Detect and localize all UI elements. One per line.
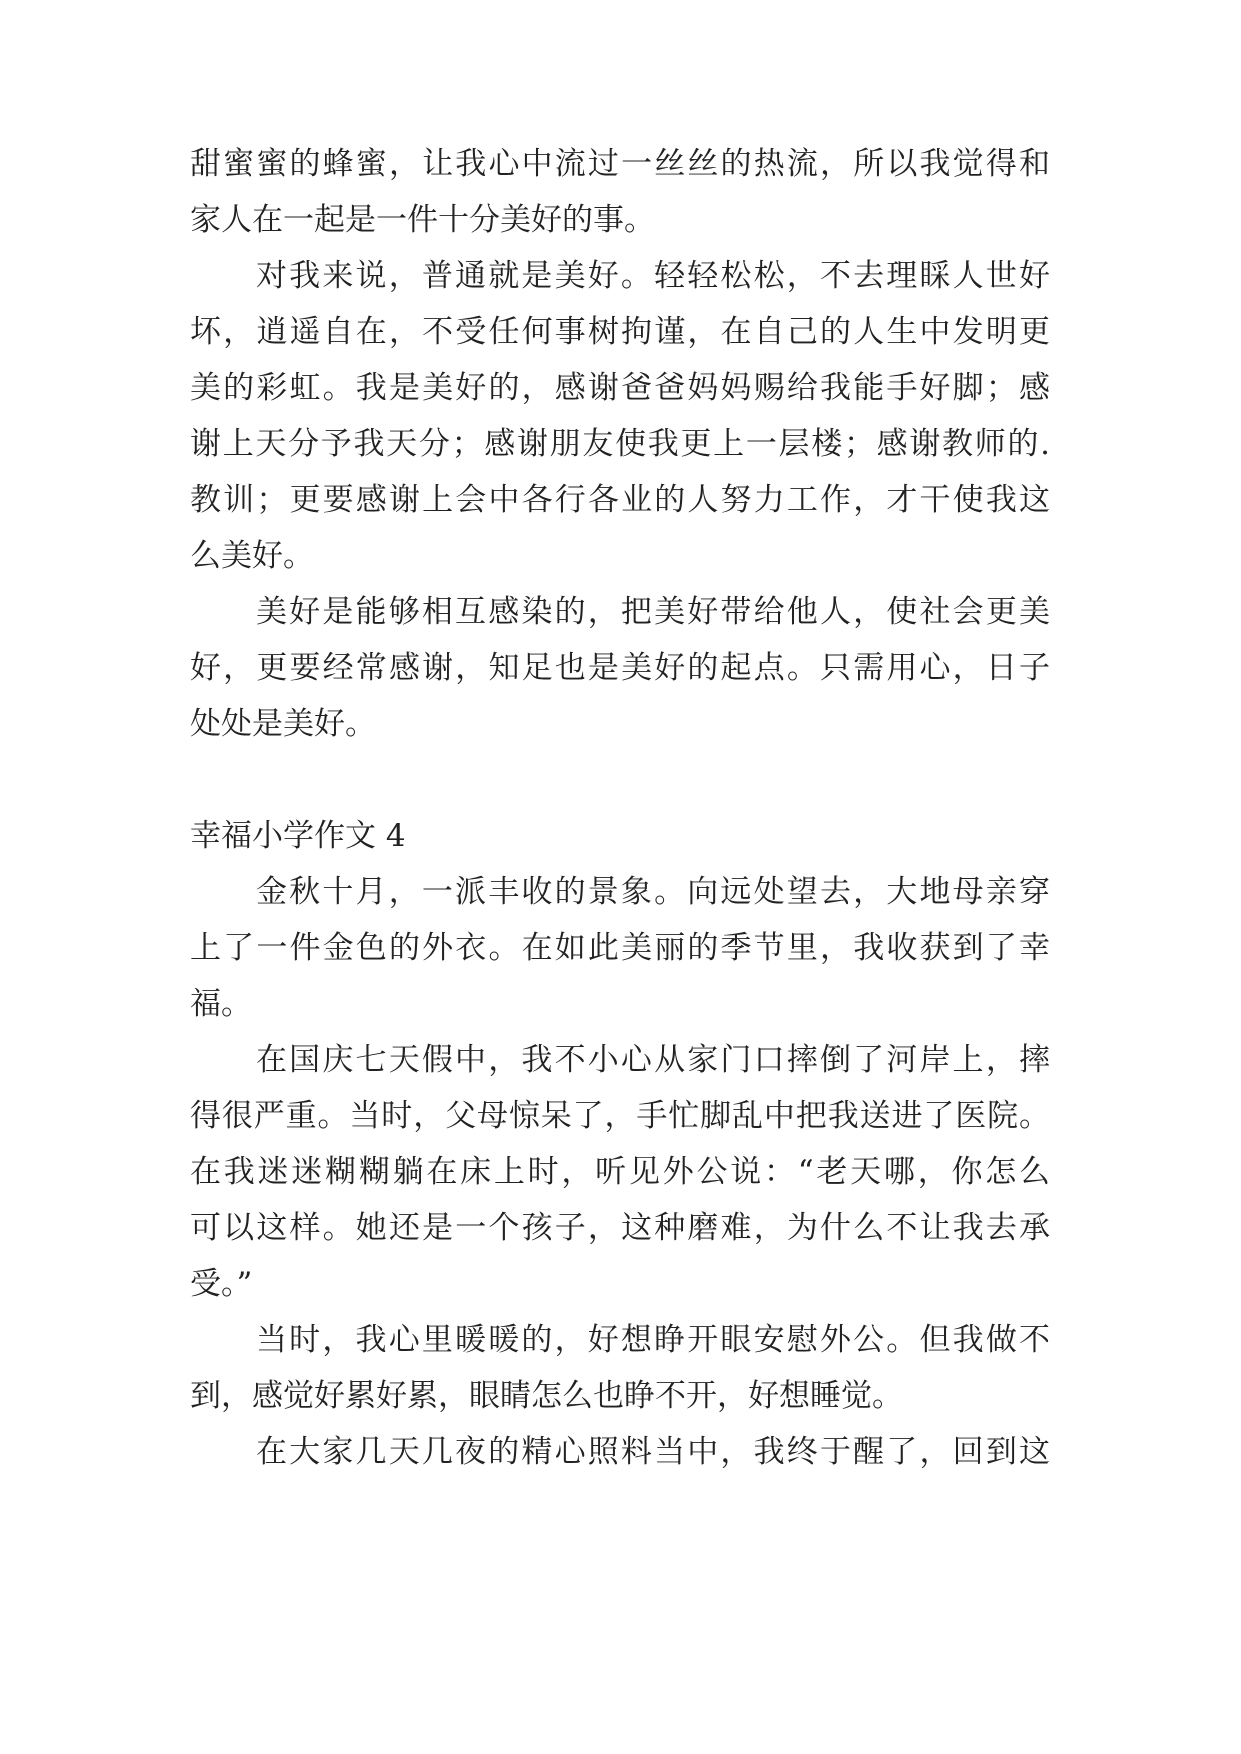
paragraph-line: 可以这样。她还是一个孩子，这种磨难，为什么不让我去承 (190, 1210, 1050, 1246)
paragraph-line: 美的彩虹。我是美好的，感谢爸爸妈妈赐给我能手好脚；感 (190, 370, 1050, 406)
paragraph-line: 得很严重。当时，父母惊呆了，手忙脚乱中把我送进了医院。 (190, 1098, 1050, 1134)
paragraph-line: 到，感觉好累好累，眼睛怎么也睁不开，好想睡觉。 (190, 1378, 903, 1414)
paragraph-line: 好，更要经常感谢，知足也是美好的起点。只需用心，日子 (190, 650, 1050, 686)
paragraph-line: 受。” (190, 1266, 253, 1302)
paragraph-line: 上了一件金色的外衣。在如此美丽的季节里，我收获到了幸 (190, 930, 1050, 966)
section-title: 幸福小学作文 4 (190, 818, 406, 854)
paragraph-line: 甜蜜蜜的蜂蜜，让我心中流过一丝丝的热流，所以我觉得和 (190, 146, 1050, 182)
paragraph-line: 当时，我心里暖暖的，好想睁开眼安慰外公。但我做不 (256, 1322, 1050, 1358)
paragraph-line: 家人在一起是一件十分美好的事。 (190, 202, 655, 238)
paragraph-line: 教训；更要感谢上会中各行各业的人努力工作，才干使我这 (190, 482, 1050, 518)
paragraph-line: 在我迷迷糊糊躺在床上时，听见外公说：“老天哪，你怎么 (190, 1154, 1050, 1190)
paragraph-line: 谢上天分予我天分；感谢朋友使我更上一层楼；感谢教师的. (190, 426, 1050, 462)
paragraph-line: 么美好。 (190, 538, 314, 574)
paragraph-line: 在国庆七天假中，我不小心从家门口摔倒了河岸上，摔 (256, 1042, 1050, 1078)
paragraph-line: 金秋十月，一派丰收的景象。向远处望去，大地母亲穿 (256, 874, 1050, 910)
paragraph-line: 坏，逍遥自在，不受任何事树拘谨，在自己的人生中发明更 (190, 314, 1050, 350)
paragraph-line: 处处是美好。 (190, 706, 376, 742)
paragraph-line: 对我来说，普通就是美好。轻轻松松，不去理睬人世好 (256, 258, 1050, 294)
paragraph-line: 美好是能够相互感染的，把美好带给他人，使社会更美 (256, 594, 1050, 630)
paragraph-line: 福。 (190, 986, 252, 1022)
paragraph-line: 在大家几天几夜的精心照料当中，我终于醒了，回到这 (256, 1434, 1050, 1470)
